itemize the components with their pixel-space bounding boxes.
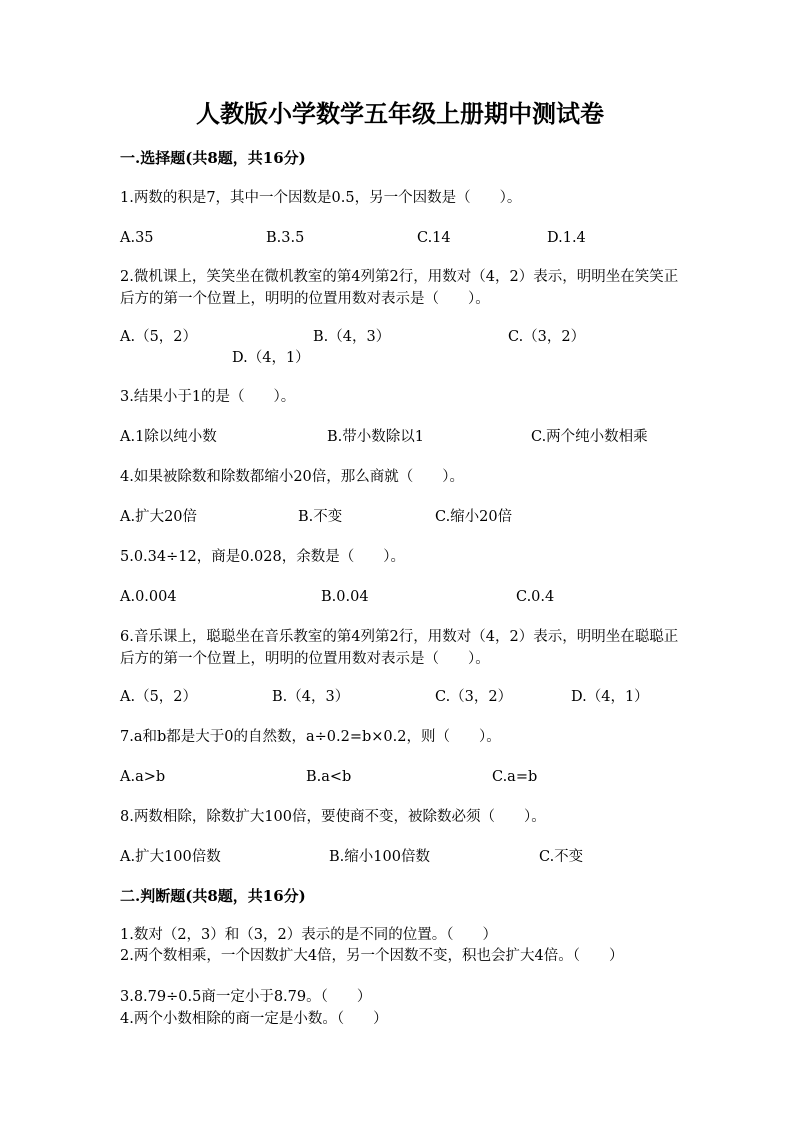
question-8-stem: 8.两数相除，除数扩大100倍，要使商不变，被除数必须（ ）。 (120, 809, 546, 825)
question-2-stem: 2.微机课上，笑笑坐在微机教室的第4列第2行，用数对（4，2）表示，明明坐在笑笑正后方的第一个位置上，明明的位置用数对表示是（ ）。 (120, 269, 679, 307)
question-5-option-b: B.0.04 (321, 589, 369, 605)
question-2-option-a: A.（5，2） (120, 329, 198, 345)
question-6-option-d: D.（4，1） (571, 689, 649, 705)
true-false-item-1: 1.数对（2，3）和（3，2）表示的是不同的位置。（ ） (120, 927, 497, 943)
question-3-stem: 3.结果小于1的是（ ）。 (120, 389, 296, 405)
true-false-item-4: 4.两个小数相除的商一定是小数。（ ） (120, 1011, 388, 1027)
question-5-option-a: A.0.004 (120, 589, 177, 605)
question-2-option-c: C.（3，2） (508, 329, 586, 345)
question-1-option-a: A.35 (120, 230, 154, 246)
section-heading-multiple-choice: 一.选择题(共8题，共16分) (120, 149, 306, 167)
exam-title: 人教版小学数学五年级上册期中测试卷 (196, 99, 604, 128)
question-2-option-b: B.（4，3） (313, 329, 391, 345)
question-7-option-c: C.a=b (492, 769, 538, 785)
question-1-stem: 1.两数的积是7，其中一个因数是0.5，另一个因数是（ ）。 (120, 190, 522, 206)
question-1-option-b: B.3.5 (266, 230, 305, 246)
question-6-option-b: B.（4，3） (272, 689, 350, 705)
section-heading-true-false: 二.判断题(共8题，共16分) (120, 887, 306, 905)
question-4-option-b: B.不变 (298, 509, 343, 525)
question-8-option-a: A.扩大100倍数 (120, 849, 221, 865)
question-6-option-c: C.（3，2） (435, 689, 513, 705)
question-5-option-c: C.0.4 (516, 589, 555, 605)
question-5-stem: 5.0.34÷12，商是0.028，余数是（ ）。 (120, 549, 405, 565)
question-3-option-b: B.带小数除以1 (327, 429, 424, 445)
question-4-option-a: A.扩大20倍 (120, 509, 198, 525)
true-false-item-3: 3.8.79÷0.5商一定小于8.79。（ ） (120, 989, 372, 1005)
question-1-option-c: C.14 (417, 230, 451, 246)
question-6-option-a: A.（5，2） (120, 689, 198, 705)
question-8-option-c: C.不变 (539, 849, 584, 865)
question-3-option-a: A.1除以纯小数 (120, 429, 217, 445)
question-4-option-c: C.缩小20倍 (435, 509, 513, 525)
question-7-stem: 7.a和b都是大于0的自然数，a÷0.2=b×0.2，则（ ）。 (120, 729, 501, 745)
question-7-option-b: B.a<b (306, 769, 352, 785)
question-8-option-b: B.缩小100倍数 (329, 849, 430, 865)
question-6-stem: 6.音乐课上，聪聪坐在音乐教室的第4列第2行，用数对（4，2）表示，明明坐在聪聪正后方的第一个位置上，明明的位置用数对表示是（ ）。 (120, 629, 679, 667)
question-4-stem: 4.如果被除数和除数都缩小20倍，那么商就（ ）。 (120, 469, 465, 485)
question-3-option-c: C.两个纯小数相乘 (531, 429, 648, 445)
true-false-item-2: 2.两个数相乘，一个因数扩大4倍，另一个因数不变，积也会扩大4倍。（ ） (120, 948, 624, 964)
question-7-option-a: A.a>b (120, 769, 166, 785)
question-1-option-d: D.1.4 (547, 230, 586, 246)
question-2-option-d: D.（4，1） (232, 350, 310, 366)
